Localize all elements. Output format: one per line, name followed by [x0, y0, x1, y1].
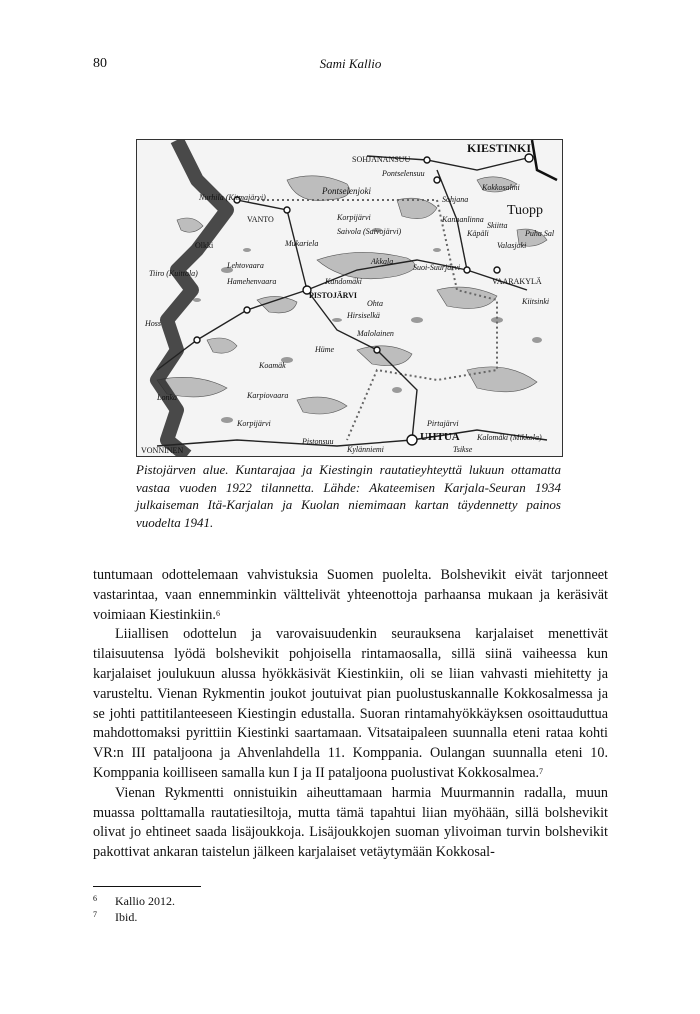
label-malolainen: Malolainen	[357, 329, 394, 338]
label-suoisuurjarvi: Suoi-Suurjärvi	[413, 263, 461, 272]
label-kapali: Käpäli	[467, 229, 489, 238]
label-korpijarvi: Korpijärvi	[337, 213, 371, 222]
label-hoss: Hoss	[145, 319, 162, 328]
paragraph-3	[93, 784, 608, 863]
label-olkki: Olkki	[195, 241, 214, 250]
label-lehtovaara: Lehtovaara	[227, 261, 264, 270]
label-pistojarvi: PISTOJÄRVI	[309, 291, 358, 300]
running-author: Sami Kallio	[319, 56, 382, 71]
label-ohta: Ohta	[367, 299, 383, 308]
label-valasjoki: Valasjoki	[497, 241, 527, 250]
label-pontselensuu: Pontselensuu	[382, 169, 425, 178]
footnote-ref-6[interactable]: 6	[215, 608, 220, 618]
label-kontsajarvi: Korpijärvi	[237, 419, 271, 428]
label-nurhila: Nurhila (Kitmajärvi)	[199, 193, 266, 202]
paragraph-2-text: Liiallisen odottelun ja varovaisuudenkin seurauksena karjalaiset menettivät tilaisuutensa lyödä bolshevikit pohjoisella rintamaosalla, sillä siinä vaiheessa kun karjalaiset joulukuun alussa hyökkäsivät Kiestinkiin, oli se liian vahvasti miehitetty ja varusteltu. Vienan Rykmentin joukot joutuivat pian puolustuskannalle Kokkosalmessa ja se johti pattitilanteeseen Kiestingin edustalla. Suoran rintamahyökkäyksen osoittauduttua mahdottomaksi pyrittiin Kiestinki saartamaan. Vitsataipaleen suunnalla eteni rataa kohti VR:n III pataljoona ja Ahvenlahdella 11. Komppania. Oulangan suunnalla eteni 10. Komppania koilliseen samalla kun I ja II pataljoona puolustivat Kokkosalmea.	[93, 626, 608, 781]
label-hamehenvaara: Hamehenvaara	[227, 277, 277, 286]
label-sohjana: Sohjana	[442, 195, 469, 204]
label-saivojarvi: Saivola (Saivojärvi)	[337, 227, 402, 236]
label-tiiro: Tiiro (Kuittola)	[149, 269, 198, 278]
label-kylanniemi: Kylänniemi	[347, 445, 384, 454]
label-pontselenjoki: Pontselenjoki	[322, 186, 371, 196]
footnote-6	[93, 893, 608, 909]
label-kokkosalmi: Kokkosalmi	[482, 183, 520, 192]
label-karpinvaara: Karpiovaara	[247, 391, 289, 400]
label-kokkisaari: Kiitsinki	[522, 297, 550, 306]
label-vaarakyla: VAARAKYLÄ	[492, 277, 542, 286]
paragraph-1-text: tuntumaan odottelemaan vahvistuksia Suomen puolelta. Bolshevikit eivät tarjonneet vastarintaa, vaan ennemminkin välttelivät yhteenottoja parhaansa mukaan ja keräsivät voimiaan Kiestinkiin.	[93, 567, 608, 623]
map-drawing	[137, 140, 562, 456]
running-header	[93, 56, 608, 76]
footnote-rule	[93, 886, 201, 887]
label-hirsiselka: Hirsiselkä	[347, 311, 380, 320]
footnote-number: 6	[93, 894, 97, 903]
label-mukariela: Mukariela	[285, 239, 319, 248]
label-uhtua: UHTUA	[420, 431, 460, 443]
paragraph-2	[93, 625, 608, 783]
footnote-text: Ibid.	[115, 910, 138, 924]
label-pistonsuu: Pistonsuu	[302, 437, 334, 446]
label-skiitta: Skiitta	[487, 221, 508, 230]
footnotes	[93, 893, 608, 925]
footnote-7	[93, 909, 608, 925]
footnote-text: Kallio 2012.	[115, 894, 175, 908]
label-hume: Hüme	[315, 345, 335, 354]
label-kandomaki: Kandomäki	[325, 277, 362, 286]
label-vonninen: VONNINEN	[141, 446, 184, 455]
figure-caption: Pistojärven alue. Kuntarajaa ja Kiestingin rautatieyhteyttä lukuun ottamatta vastaa vuoden 1922 tilannetta. Lähde: Akateemisen Karjala-Seuran 1934 julkaiseman Itä-Karjalan ja Kuolan niemimaan kartan täydennetty painos vuodelta 1941.	[136, 462, 561, 530]
label-kalomaki: Kalomäki (Mikkola)	[477, 433, 542, 442]
body-text	[93, 566, 608, 863]
footnote-number: 7	[93, 910, 97, 919]
label-pirtajarvi: Pirtajärvi	[427, 419, 459, 428]
paragraph-1	[93, 566, 608, 625]
label-akkala: Akkala	[371, 257, 394, 266]
label-sohjanansuu: SOHJANANSUU	[352, 155, 411, 164]
page-number: 80	[93, 56, 107, 71]
label-tuopp: Tuopp	[507, 203, 544, 218]
label-puhasalmi: Puha Sal	[525, 229, 555, 238]
footnote-ref-7[interactable]: 7	[539, 766, 544, 776]
label-kiestinki: KIESTINKI	[467, 141, 532, 155]
label-lonka: Lonka	[157, 393, 177, 402]
paragraph-3-text: Vienan Rykmentti onnistuikin aiheuttamaan harmia Muurmannin radalla, muun muassa polttamalla rautatiesiltoja, mutta tämä tapahtui liian myöhään, sillä bolshevikit olivat jo ehtineet saada lisäjoukkoja. Lisäjoukkojen suoman ylivoiman turvin bolshevikit pakottivat ankaran taistelun jälkeen karjalaiset vetäytymään Kokkosal-	[93, 784, 608, 861]
map-figure	[136, 139, 563, 457]
label-koamak: Koamäk	[259, 361, 286, 370]
label-tsika: Tsikse	[453, 445, 473, 454]
label-kannanlinna: Kannanlinna	[442, 215, 484, 224]
label-vanto: VANTO	[247, 215, 274, 224]
